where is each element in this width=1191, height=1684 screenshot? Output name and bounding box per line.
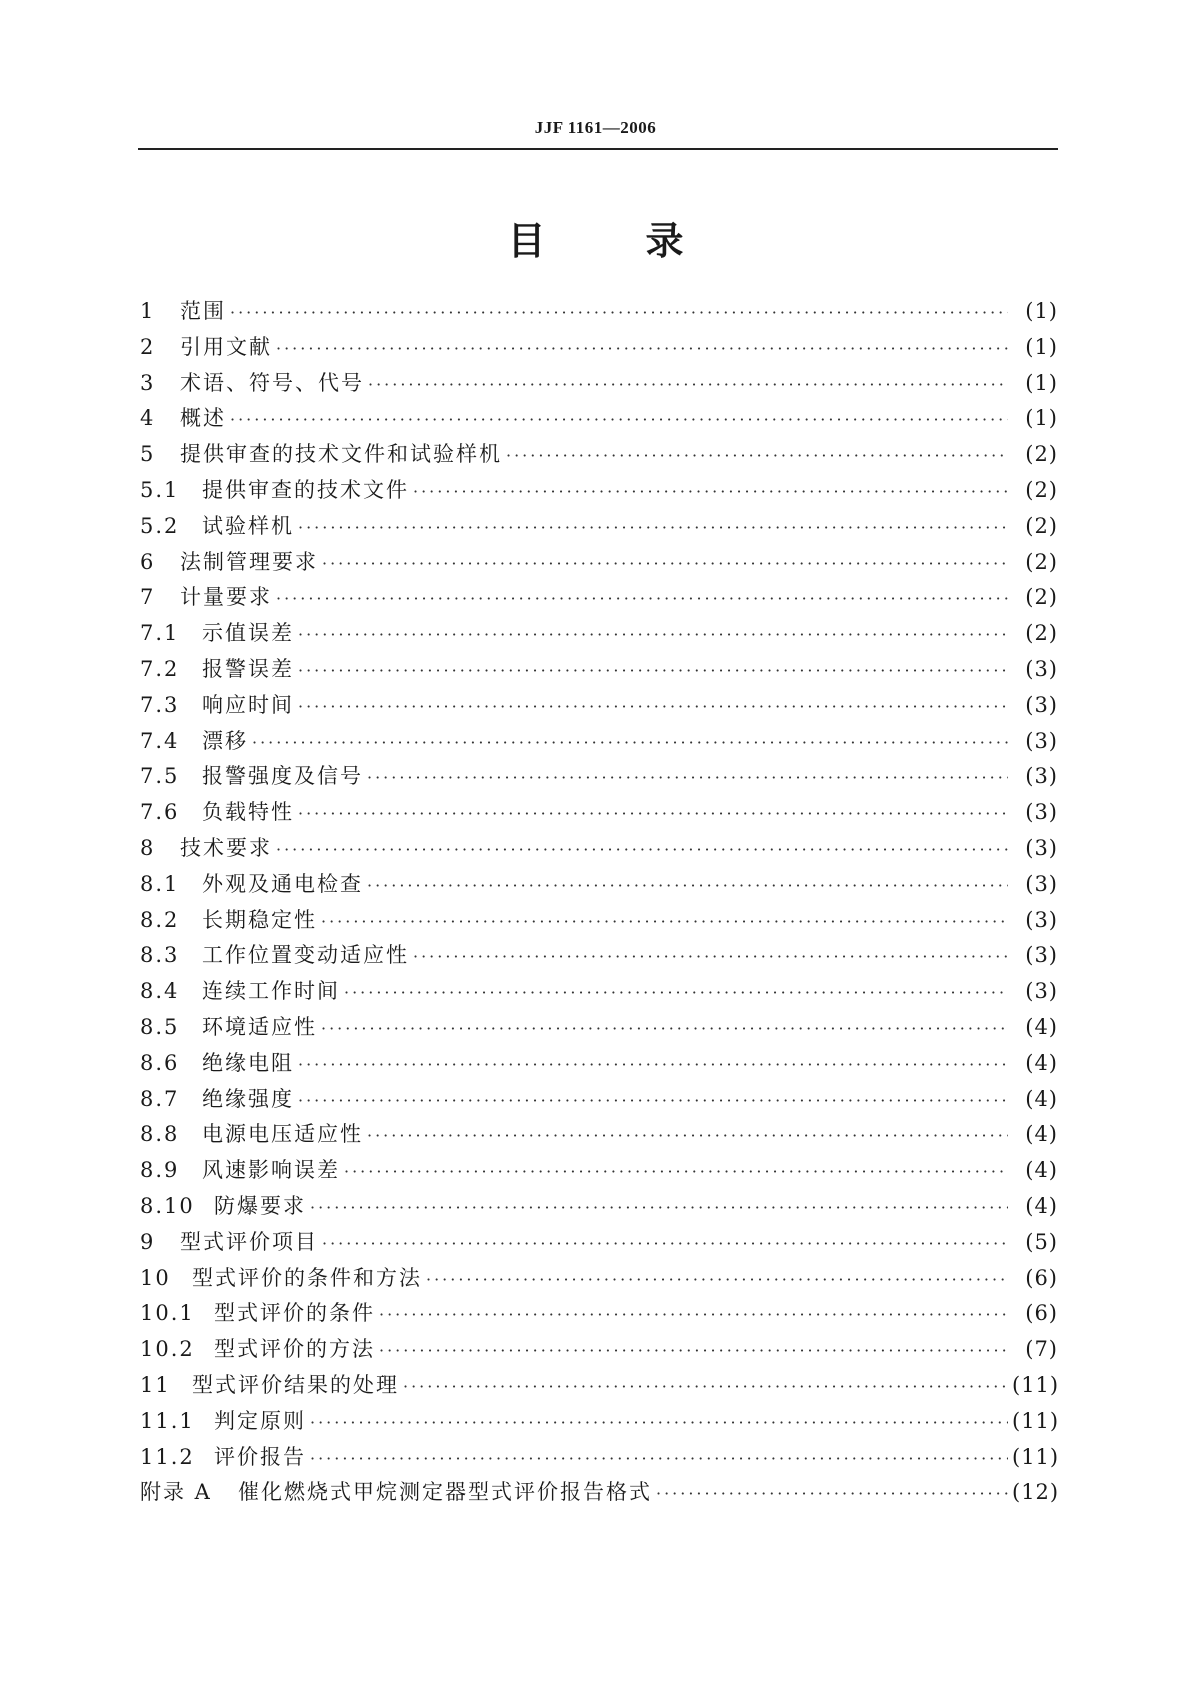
toc-entry-page: (2) [1025, 513, 1058, 538]
toc-entry-label: 技术要求 [180, 835, 272, 860]
toc-entry-number: 10.2 [140, 1337, 195, 1362]
toc-leader-dots [367, 868, 1008, 904]
toc-entry-label: 提供审查的技术文件 [202, 477, 409, 502]
toc-entry-label: 长期稳定性 [202, 907, 317, 932]
toc-entry-page: (3) [1025, 656, 1058, 681]
toc-entry[interactable] [140, 1046, 1058, 1082]
toc-entry[interactable] [140, 1332, 1058, 1368]
toc-entry-number: 8.3 [140, 943, 180, 968]
toc-entry-label: 报警强度及信号 [202, 764, 363, 789]
toc-entry-label: 型式评价的条件和方法 [192, 1265, 422, 1290]
toc-entry-label: 提供审查的技术文件和试验样机 [180, 442, 502, 467]
toc-leader-dots [344, 1154, 1008, 1190]
toc-entry-label: 催化燃烧式甲烷测定器型式评价报告格式 [238, 1480, 652, 1505]
toc-leader-dots [310, 1441, 1008, 1477]
toc-leader-dots [230, 402, 1008, 438]
toc-leader-dots [276, 832, 1008, 868]
toc-entry[interactable] [140, 330, 1058, 366]
toc-leader-dots [367, 760, 1008, 796]
toc-entry-label: 响应时间 [202, 692, 294, 717]
toc-entry-label: 概述 [180, 406, 226, 431]
toc-entry-number: 10 [140, 1265, 171, 1290]
toc-entry-label: 型式评价的条件 [214, 1301, 375, 1326]
toc-leader-dots [379, 1333, 1008, 1369]
toc-leader-dots [276, 331, 1008, 367]
toc-entry-number: 7.6 [140, 800, 180, 825]
toc-entry[interactable] [140, 294, 1058, 330]
toc-entry-label: 范围 [180, 299, 226, 323]
toc-entry-page: (7) [1025, 1337, 1058, 1362]
page-title-char-2: 录 [645, 219, 684, 263]
toc-entry-page: (12) [1012, 1480, 1060, 1505]
toc-entry[interactable] [140, 1117, 1058, 1153]
toc-entry[interactable] [140, 437, 1058, 473]
toc-entry-page: (11) [1012, 1408, 1060, 1433]
toc-entry[interactable] [140, 759, 1058, 795]
toc-entry-page: (2) [1025, 477, 1058, 502]
toc-entry-page: (1) [1025, 299, 1058, 323]
toc-entry[interactable] [140, 1440, 1058, 1476]
toc-leader-dots [298, 510, 1008, 546]
toc-entry-label: 型式评价结果的处理 [192, 1372, 399, 1397]
toc-entry-page: (5) [1025, 1229, 1058, 1254]
toc-entry-page: (1) [1025, 406, 1058, 431]
toc-entry-label: 法制管理要求 [180, 549, 318, 574]
table-of-contents [140, 294, 1058, 1511]
toc-entry[interactable] [140, 401, 1058, 437]
toc-entry-page: (3) [1025, 728, 1058, 753]
toc-entry-label: 负载特性 [202, 800, 294, 825]
page-title-char-1: 目 [507, 219, 546, 263]
toc-entry-number: 5 [140, 442, 156, 467]
toc-entry-page: (3) [1025, 764, 1058, 789]
toc-entry[interactable] [140, 473, 1058, 509]
toc-entry-number: 7.4 [140, 728, 180, 753]
toc-entry[interactable] [140, 545, 1058, 581]
toc-leader-dots [322, 546, 1008, 582]
toc-entry[interactable] [140, 616, 1058, 652]
toc-entry-page: (6) [1025, 1301, 1058, 1326]
header-divider [138, 148, 1058, 150]
toc-entry-label: 评价报告 [214, 1444, 306, 1469]
toc-entry-label: 试验样机 [202, 513, 294, 538]
toc-leader-dots [656, 1476, 1008, 1512]
toc-entry-number: 7 [140, 585, 156, 610]
toc-entry-page: (4) [1025, 1122, 1058, 1147]
toc-leader-dots [403, 1369, 1008, 1405]
toc-entry-number: 8.4 [140, 979, 180, 1004]
toc-entry[interactable] [140, 366, 1058, 402]
toc-entry-label: 术语、符号、代号 [180, 370, 364, 395]
toc-entry[interactable] [140, 1189, 1058, 1225]
toc-entry[interactable] [140, 652, 1058, 688]
toc-entry[interactable] [140, 795, 1058, 831]
toc-entry[interactable] [140, 903, 1058, 939]
standard-code: JJF 1161—2006 [534, 118, 657, 137]
toc-entry-page: (4) [1025, 1193, 1058, 1218]
toc-entry-label: 连续工作时间 [202, 979, 340, 1004]
toc-entry-number: 8.5 [140, 1014, 180, 1039]
toc-leader-dots [413, 939, 1008, 975]
toc-leader-dots [298, 653, 1008, 689]
toc-leader-dots [298, 796, 1008, 832]
toc-entry-number: 5.2 [140, 513, 180, 538]
toc-entry-number: 7.5 [140, 764, 180, 789]
toc-entry-number: 5.1 [140, 477, 180, 502]
toc-leader-dots [426, 1262, 1008, 1298]
toc-entry[interactable] [140, 1368, 1058, 1404]
toc-entry-number: 2 [140, 334, 156, 359]
toc-entry-number: 8.8 [140, 1122, 180, 1147]
toc-leader-dots [367, 1118, 1008, 1154]
toc-entry[interactable] [140, 867, 1058, 903]
toc-entry-label: 环境适应性 [202, 1014, 317, 1039]
toc-entry-page: (4) [1025, 1086, 1058, 1111]
toc-leader-dots [298, 617, 1008, 653]
toc-leader-dots [379, 1297, 1008, 1333]
toc-entry-label: 示值误差 [202, 621, 294, 646]
toc-entry-number: 6 [140, 549, 156, 574]
toc-entry-page: (2) [1025, 549, 1058, 574]
toc-entry-label: 外观及通电检查 [202, 871, 363, 896]
toc-entry[interactable] [140, 1404, 1058, 1440]
toc-entry-page: (1) [1025, 370, 1058, 395]
toc-leader-dots [344, 975, 1008, 1011]
toc-entry[interactable] [140, 1010, 1058, 1046]
toc-leader-dots [252, 725, 1008, 761]
toc-leader-dots [506, 438, 1008, 474]
toc-entry-number: 8 [140, 835, 156, 860]
toc-entry-label: 报警误差 [202, 656, 294, 681]
toc-entry-number: 11 [140, 1372, 171, 1397]
toc-entry-page: (3) [1025, 979, 1058, 1004]
toc-entry-page: (3) [1025, 871, 1058, 896]
toc-entry-number: 11.1 [140, 1408, 195, 1433]
toc-leader-dots [298, 1083, 1008, 1119]
toc-entry-number: 8.7 [140, 1086, 180, 1111]
toc-entry-number: 8.9 [140, 1158, 180, 1183]
toc-entry-label: 电源电压适应性 [202, 1122, 363, 1147]
toc-leader-dots [368, 367, 1008, 403]
toc-entry[interactable] [140, 974, 1058, 1010]
toc-entry-label: 工作位置变动适应性 [202, 943, 409, 968]
toc-leader-dots [321, 1011, 1008, 1047]
toc-entry-number: 1 [140, 299, 156, 323]
toc-entry-label: 判定原则 [214, 1408, 306, 1433]
toc-entry-page: (4) [1025, 1014, 1058, 1039]
toc-entry-page: (2) [1025, 442, 1058, 467]
toc-entry[interactable] [140, 831, 1058, 867]
toc-leader-dots [276, 581, 1008, 617]
toc-entry[interactable] [140, 580, 1058, 616]
toc-entry-page: (3) [1025, 800, 1058, 825]
toc-entry-page: (4) [1025, 1050, 1058, 1075]
toc-leader-dots [310, 1405, 1008, 1441]
toc-entry-page: (2) [1025, 585, 1058, 610]
toc-entry-number: 3 [140, 370, 156, 395]
toc-entry-label: 绝缘强度 [202, 1086, 294, 1111]
toc-entry[interactable] [140, 1225, 1058, 1261]
toc-entry-label: 计量要求 [180, 585, 272, 610]
toc-entry[interactable] [140, 1153, 1058, 1189]
toc-entry[interactable] [140, 1296, 1058, 1332]
toc-entry-number: 4 [140, 406, 156, 431]
toc-entry[interactable] [140, 938, 1058, 974]
toc-entry[interactable] [140, 724, 1058, 760]
toc-entry[interactable] [140, 1082, 1058, 1118]
toc-entry-page: (2) [1025, 621, 1058, 646]
toc-leader-dots [310, 1190, 1008, 1226]
toc-entry-label: 防爆要求 [214, 1193, 306, 1218]
toc-leader-dots [413, 474, 1008, 510]
toc-entry-number: 7.2 [140, 656, 180, 681]
toc-entry-page: (1) [1025, 334, 1058, 359]
toc-entry-label: 引用文献 [180, 334, 272, 359]
toc-entry-page: (6) [1025, 1265, 1058, 1290]
toc-leader-dots [321, 904, 1008, 940]
toc-entry[interactable] [140, 688, 1058, 724]
toc-entry-label: 绝缘电阻 [202, 1050, 294, 1075]
toc-entry[interactable] [140, 1475, 1058, 1511]
toc-entry-number: 8.2 [140, 907, 180, 932]
toc-entry-page: (11) [1012, 1372, 1060, 1397]
toc-entry-label: 漂移 [202, 728, 248, 753]
toc-entry-page: (11) [1012, 1444, 1060, 1469]
toc-entry-number: 7.3 [140, 692, 180, 717]
toc-leader-dots [230, 295, 1008, 331]
page-title [0, 210, 1191, 265]
toc-entry[interactable] [140, 1261, 1058, 1297]
toc-entry-number: 附录 A [140, 1480, 212, 1505]
toc-entry-label: 型式评价的方法 [214, 1337, 375, 1362]
toc-entry-page: (3) [1025, 692, 1058, 717]
toc-entry-page: (3) [1025, 835, 1058, 860]
toc-entry-label: 风速影响误差 [202, 1158, 340, 1183]
toc-entry-page: (3) [1025, 943, 1058, 968]
toc-entry[interactable] [140, 509, 1058, 545]
toc-entry-number: 7.1 [140, 621, 180, 646]
toc-leader-dots [298, 1047, 1008, 1083]
toc-entry-number: 9 [140, 1229, 156, 1254]
toc-entry-number: 8.6 [140, 1050, 180, 1075]
toc-entry-number: 11.2 [140, 1444, 195, 1469]
toc-entry-number: 8.10 [140, 1193, 195, 1218]
toc-entry-number: 8.1 [140, 871, 180, 896]
toc-leader-dots [322, 1226, 1008, 1262]
toc-entry-page: (4) [1025, 1158, 1058, 1183]
toc-entry-page: (3) [1025, 907, 1058, 932]
toc-entry-label: 型式评价项目 [180, 1229, 318, 1254]
toc-leader-dots [298, 689, 1008, 725]
toc-entry-number: 10.1 [140, 1301, 195, 1326]
